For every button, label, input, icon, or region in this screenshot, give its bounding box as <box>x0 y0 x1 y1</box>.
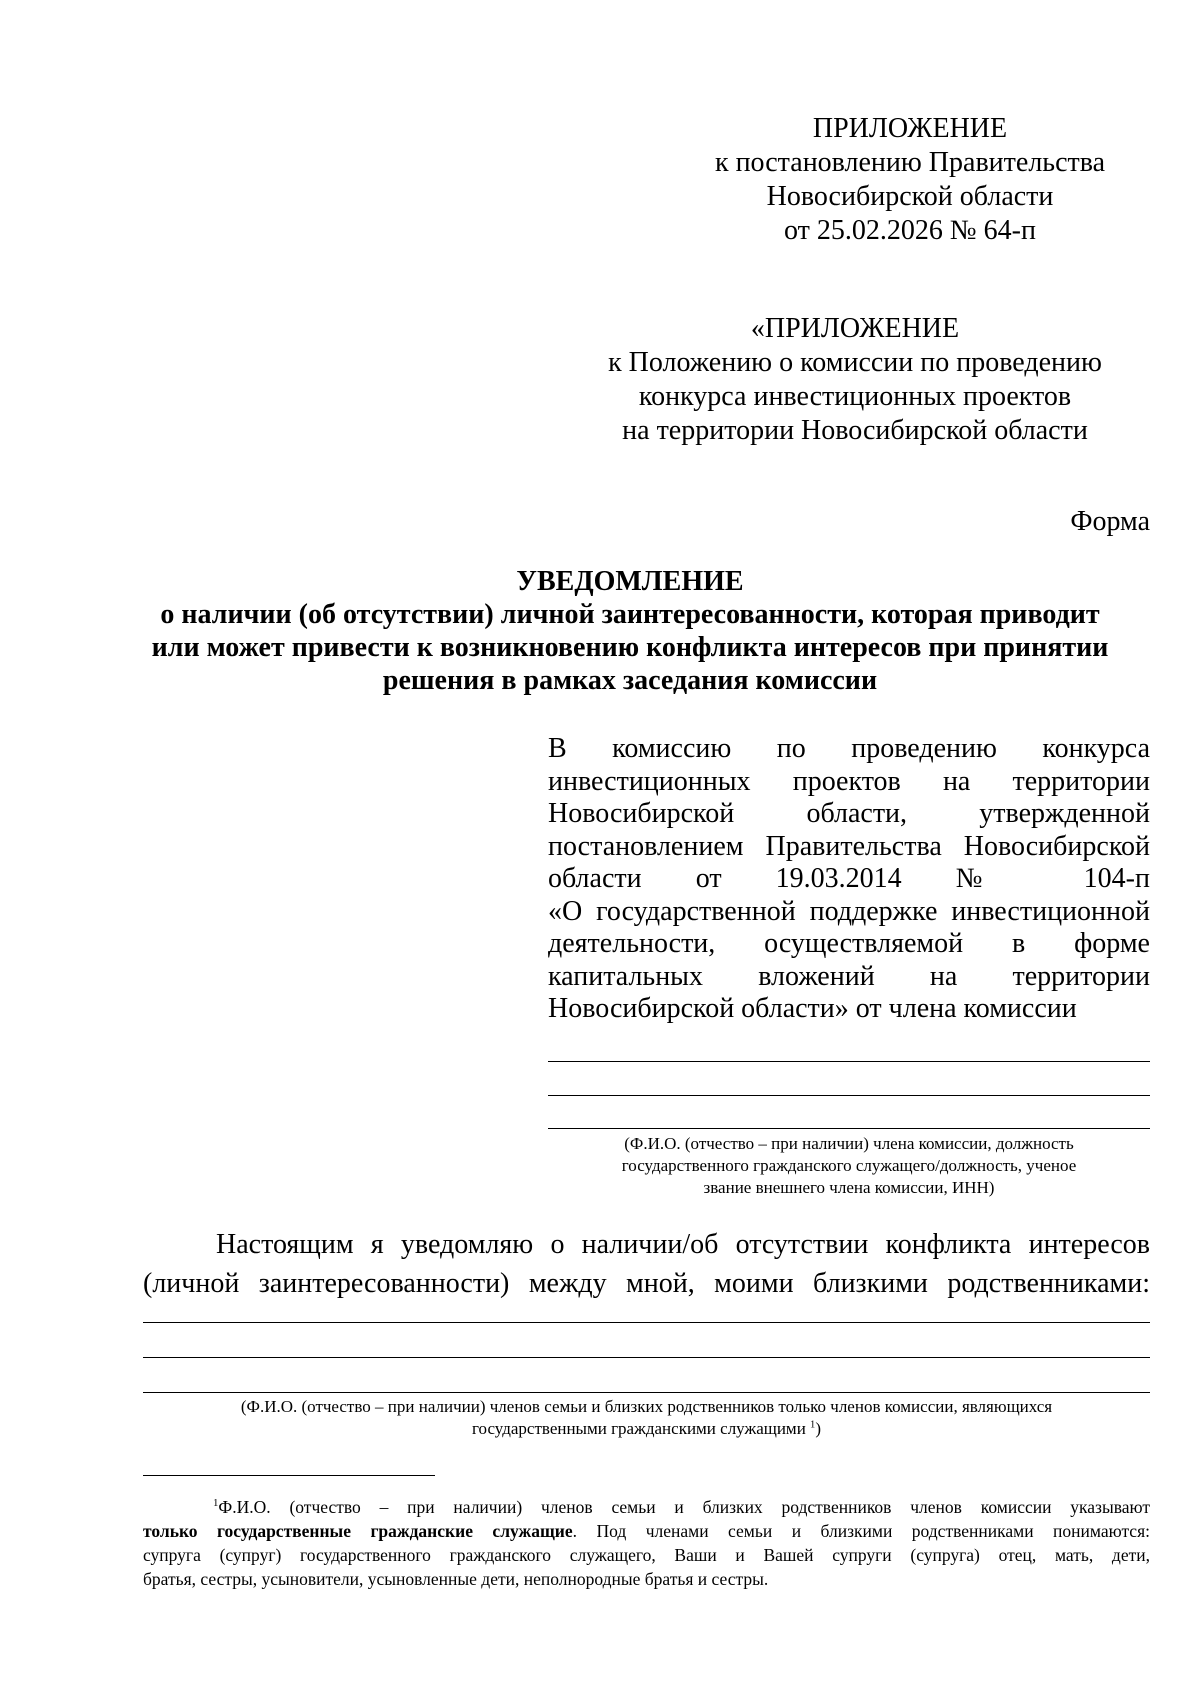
appendix-line-2: к постановлению Правительства <box>714 147 1106 178</box>
member-caption-line-2: государственного гражданского служащего/должность, ученое <box>621 1156 1077 1175</box>
relatives-caption-line-2: государственными гражданскими служащими $^1$) <box>472 1419 821 1438</box>
relatives-fill-line-1[interactable] <box>143 1322 1150 1323</box>
title-line-1: о наличии (об отсутствии) личной заинтересованности, которая приводит <box>160 599 1100 630</box>
relatives-fill-caption <box>143 1396 1150 1440</box>
appendix-header <box>700 112 1120 248</box>
addressee-block <box>548 733 1150 1026</box>
title-line-2: или может привести к возникновению конфликта интересов при принятии <box>151 632 1109 663</box>
footnote-line-2: только государственные гражданские служащие. Под членами семьи и близкими родственниками понимаются: <box>143 1521 1150 1541</box>
member-fill-line-3[interactable] <box>548 1128 1150 1129</box>
footnote-line-1: $^1$Ф.И.О. (отчество – при наличии) членов семьи и близких родственников членов комиссии указывают <box>213 1497 1150 1517</box>
footnote-line-3: супруга (супруг) государственного гражданского служащего, Ваши и Вашей супруги (супруга) отец, мать, дети, <box>143 1545 1150 1565</box>
title-heading: УВЕДОМЛЕНИЕ <box>516 566 744 597</box>
form-label: Форма <box>1070 506 1150 537</box>
member-fill-line-1[interactable] <box>548 1061 1150 1062</box>
addressee-line: инвестиционных проектов на территории <box>548 765 1150 797</box>
member-caption-line-1: (Ф.И.О. (отчество – при наличии) члена комиссии, должность <box>624 1134 1074 1153</box>
addressee-line: деятельности, осуществляемой в форме <box>548 928 1150 959</box>
member-caption-line-3: звание внешнего члена комиссии, ИНН) <box>703 1178 995 1197</box>
relatives-fill-line-2[interactable] <box>143 1357 1150 1358</box>
member-fill-line-2[interactable] <box>548 1095 1150 1096</box>
regulation-appendix-line-4: на территории Новосибирской области <box>622 415 1088 446</box>
relatives-caption-line-1: (Ф.И.О. (отчество – при наличии) членов семьи и близких родственников только членов комиссии, являющихся <box>240 1397 1053 1416</box>
regulation-appendix-line-2: к Положению о комиссии по проведению <box>608 347 1102 378</box>
relatives-fill-line-3[interactable] <box>143 1392 1150 1393</box>
addressee-line: В комиссию по проведению конкурса <box>548 733 1150 764</box>
appendix-title: ПРИЛОЖЕНИЕ <box>812 113 1008 144</box>
appendix-date-number: от 25.02.2026 № 64-п <box>784 215 1036 246</box>
addressee-line: Новосибирской области, утвержденной <box>548 798 1150 829</box>
addressee-line: постановлением Правительства Новосибирской <box>548 830 1150 862</box>
regulation-appendix-header <box>595 312 1115 448</box>
regulation-appendix-title: «ПРИЛОЖЕНИЕ <box>750 313 960 344</box>
title-line-3: решения в рамках заседания комиссии <box>382 665 878 696</box>
regulation-appendix-line-3: конкурса инвестиционных проектов <box>638 381 1072 412</box>
member-fill-caption <box>548 1133 1150 1199</box>
addressee-line: «О государственной поддержке инвестиционной <box>548 895 1150 927</box>
addressee-line: области от 19.03.2014 № 104-п <box>548 863 1150 894</box>
footnote <box>143 1495 1150 1591</box>
footnote-marker: 1 <box>213 1497 219 1510</box>
footnote-line-4: братья, сестры, усыновители, усыновленные дети, неполнородные братья и сестры. <box>143 1569 769 1589</box>
footnote-emphasis: только государственные гражданские служащие <box>143 1521 573 1541</box>
paragraph-line-1: Настоящим я уведомляю о наличии/об отсутствии конфликта интересов <box>216 1229 1150 1260</box>
notification-paragraph <box>143 1225 1150 1303</box>
paragraph-line-2: (личной заинтересованности) между мной, моими близкими родственниками: <box>143 1268 1150 1299</box>
footnote-separator <box>143 1475 435 1476</box>
addressee-line: капитальных вложений на территории <box>548 960 1150 992</box>
document-title <box>130 565 1130 697</box>
footnote-reference[interactable]: 1 <box>810 1419 816 1431</box>
appendix-line-3: Новосибирской области <box>766 181 1054 212</box>
addressee-line: Новосибирской области» от члена комиссии <box>548 993 1077 1024</box>
